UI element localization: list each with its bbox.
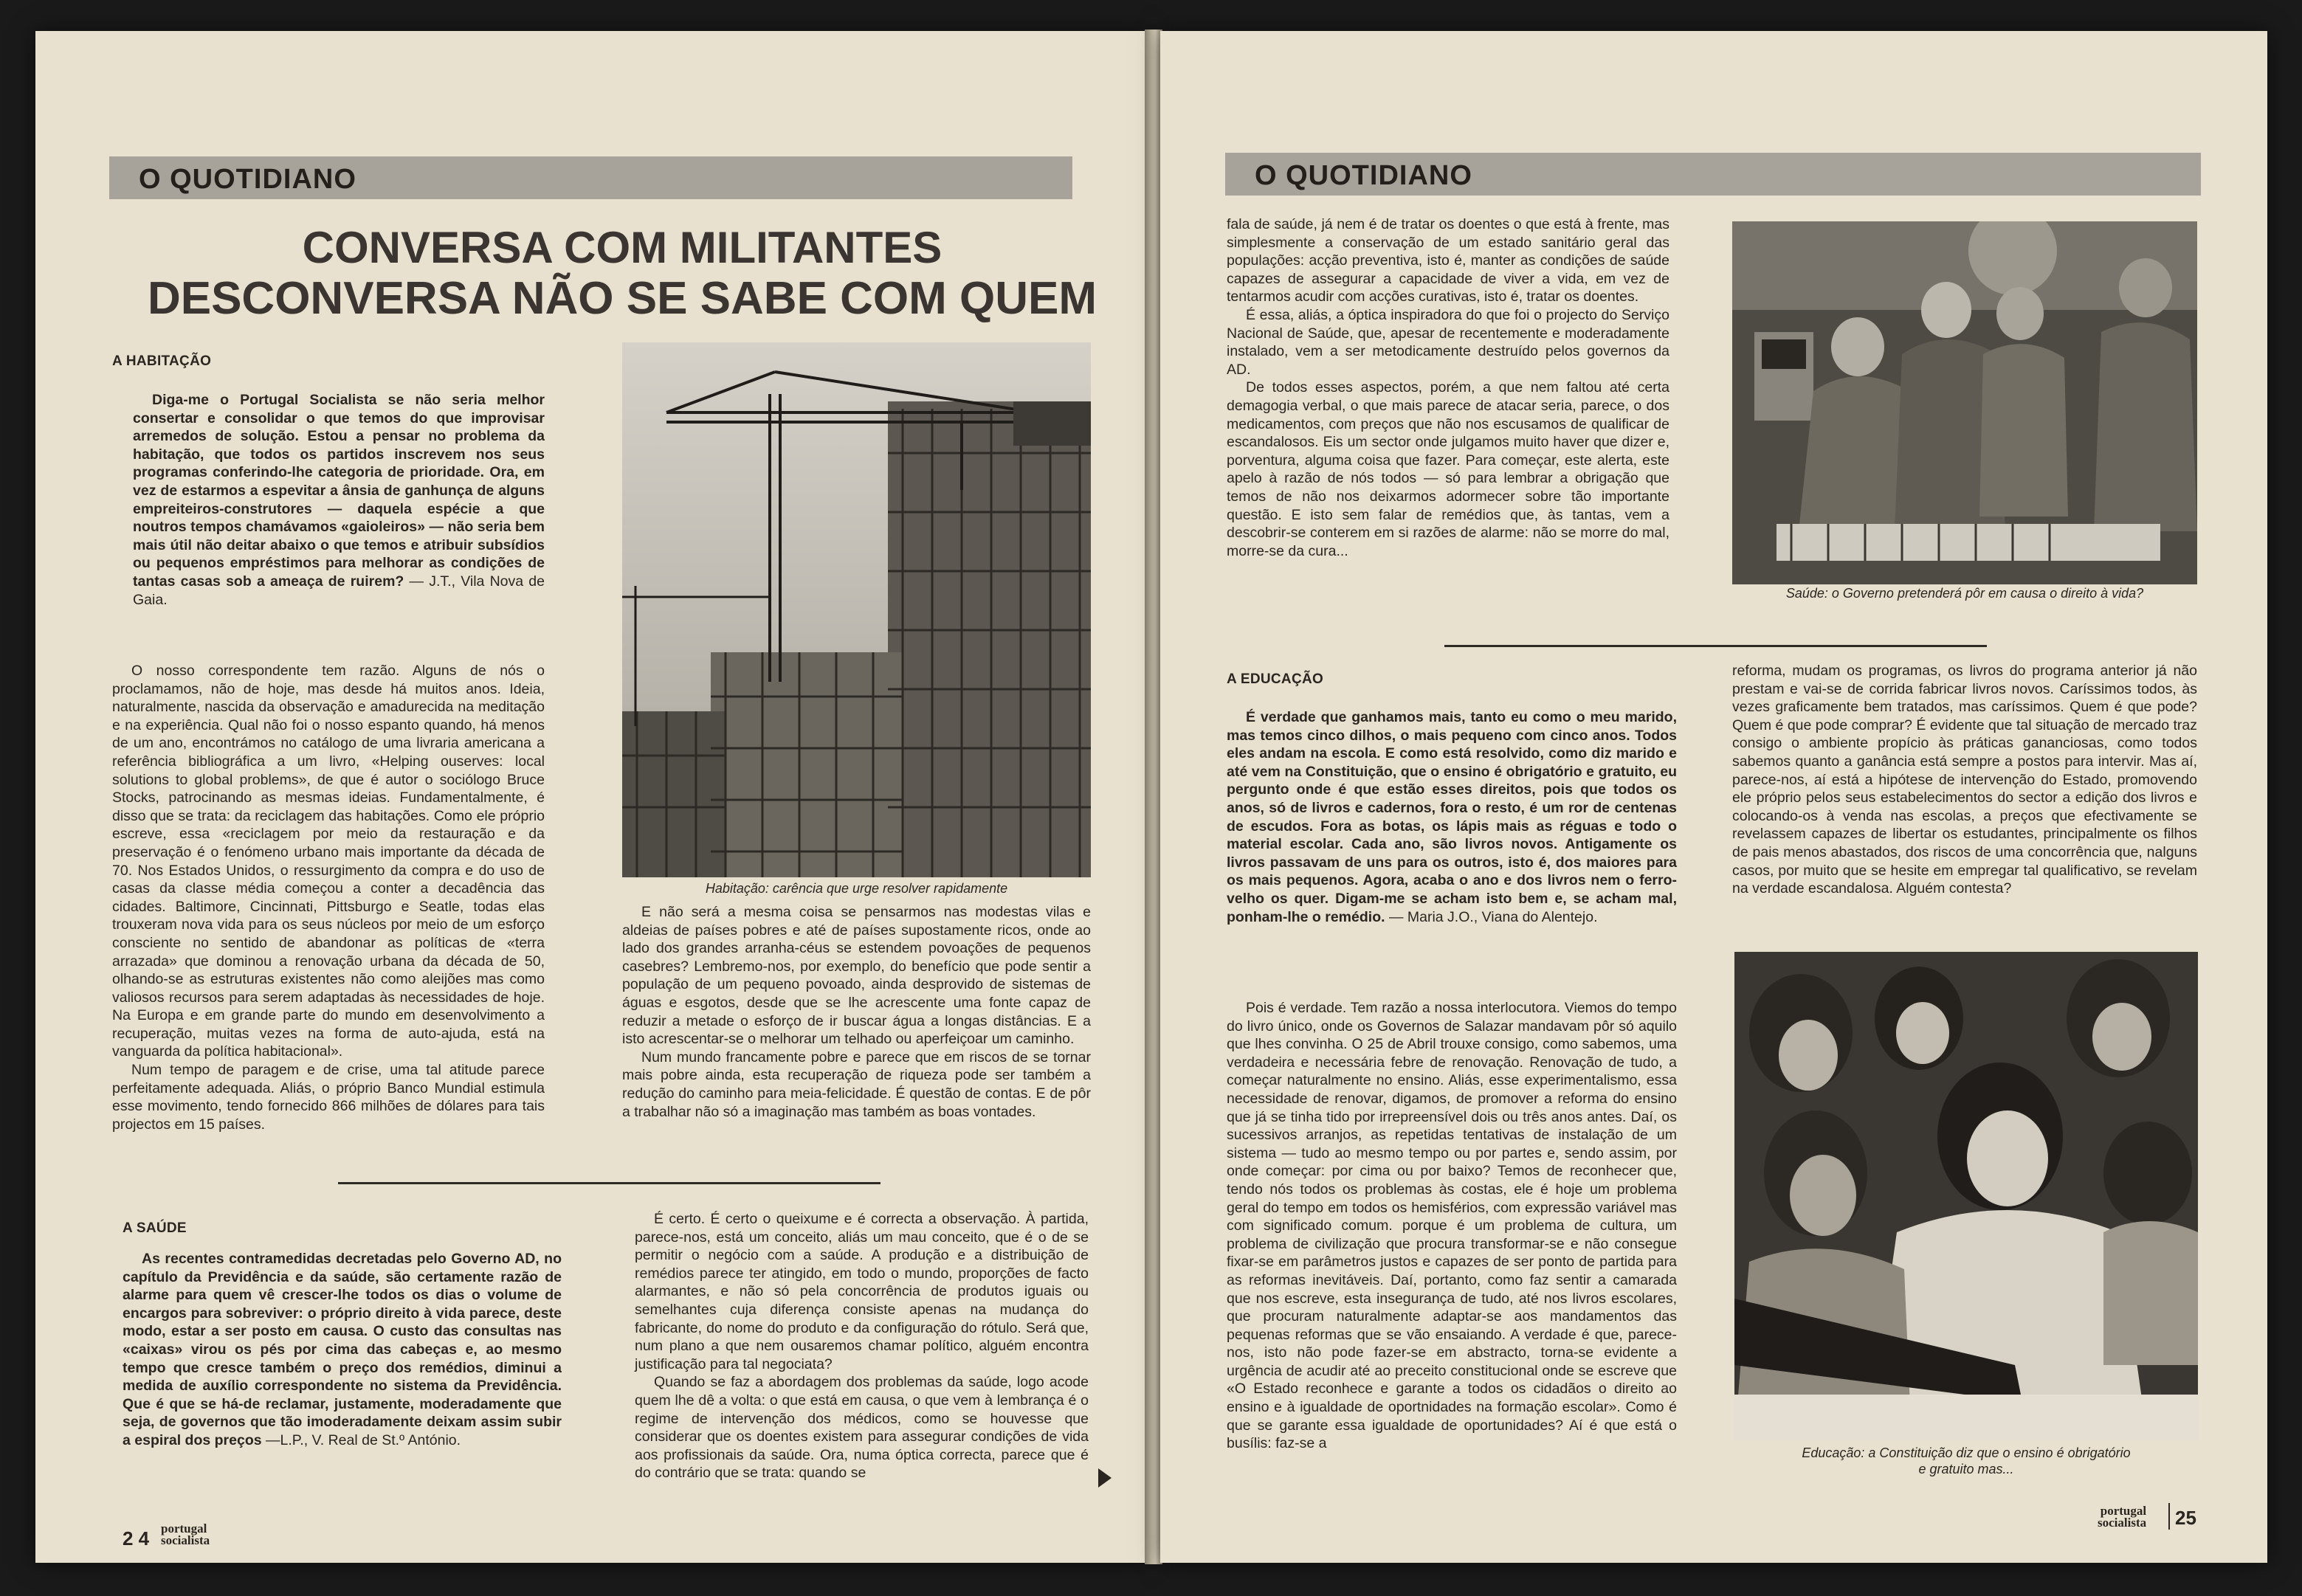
classroom-photo	[1734, 952, 2198, 1440]
caption-line1: Educação: a Constituição diz que o ensino é obrigatório	[1802, 1445, 2131, 1460]
paragraph: É essa, aliás, a óptica inspiradora do que foi o projecto do Serviço Nacional de Saúde, que, apesar de recentemente e moderadamente instalado, vem a ser metodicamente destruído pelos governos da AD.	[1227, 306, 1669, 378]
headline-line1: CONVERSA COM MILITANTES	[302, 223, 942, 272]
section-heading-educacao: A EDUCAÇÃO	[1227, 671, 1324, 687]
section-band-label: O QUOTIDIANO	[139, 164, 356, 195]
folio-divider	[2168, 1503, 2170, 1530]
educacao-letter	[1227, 708, 1677, 926]
paragraph: De todos esses aspectos, porém, a que nem faltou até certa demagogia verbal, o que mais parece de atacar seria, parece, o dos medicamentos, com preços que não nos escusamos de qualificar de escandalosos. Eis um sector onde julgamos muito haver que dizer e, porventura, alguma coisa que fazer. Para começar, este alerta, este apelo à razão de nós todos — só para lembrar a obrigação que temos de não nos deixarmos adormecer sobre tão importante questão. E isto sem falar de remédios que, às tantas, vem a descobrir-se conterem em si razões de alarme: não se morre do mal, morre-se da cura...	[1227, 379, 1669, 559]
paragraph: reforma, mudam os programas, os livros do programa anterior já não prestam e vai-se de corrida fabricar livros novos. Caríssimos todos, às vezes graficamente bem tratados, mas caríssimos. Quem é que pode? Quem é que pode comprar? É evidente que tal situação de mercado traz consigo o ambiente propício às práticas gananciosas, como todos sabemos quanto a ganância está sempre a postos para intervir. Mas aí, parece-nos, aí está a hipótese de intervenção do Estado, promovendo ele próprio pelos seus estabelecimentos do sector a edição dos livros e colocando-os à venda nas escolas, a preços que efectivamente se revelassem capazes de libertar os estudantes, principalmente os filhos de pais menos abastados, dos riscos de uma concorrência que, nalguns casos, por muito que se hesite em empregar tal qualificativo, se revelam na verdade escandalosa. Alguém contesta?	[1732, 663, 2197, 897]
section-heading-saude: A SAÚDE	[123, 1220, 187, 1236]
caption-line2: e gratuito mas...	[1918, 1462, 2014, 1476]
section-divider	[1444, 645, 1987, 647]
section-band-left	[109, 156, 1072, 199]
educacao-reply-col2	[1732, 662, 2197, 898]
classroom-illustration	[1734, 952, 2198, 1440]
educacao-reply-col1	[1227, 999, 1677, 1453]
educacao-letter-signature: — Maria J.O., Viana do Alentejo.	[1388, 908, 1598, 925]
construction-illustration	[622, 342, 1091, 877]
construction-photo-caption: Habitação: carência que urge resolver rapidamente	[705, 881, 1008, 896]
paragraph: O nosso correspondente tem razão. Alguns de nós o proclamamos, não de hoje, mas desde há muitos anos. Ideia, naturalmente, nascida da observação e amadurecida na meditação e na experiência. Qual não foi o nosso espanto quando, há menos de um ano, encontrámos no catálogo de uma livraria americana a referência bibliográfica a um livro, «Helping ouserves: local solutions to global problems», de que é autor o sociólogo Bruce Stocks, patrocinando as mesmas ideias. Fundamentalmente, é disso que se trata: da reciclagem das habitações. Como ele próprio escreve, essa «reciclagem por meio da restauração e da preservação é o fenómeno urbano mais importante da década de 70. Nos Estados Unidos, o ressurgimento da compra e do uso de casas da classe média começou a conter a decadência das cidades. Baltimore, Cincinnati, Pittsburgo e Seatle, todas elas trouxeram nova vida para os seus núcleos por meio de um esforço consciente no sentido de abandonar as políticas de «terra arrazada» que dominou a renovação urbana da década de 50, olhando-se as estruturas existentes não como aleijões mas como valiosos recursos para serem adaptadas às necessidades de hoje. Na Europa e em grande parte do mundo em desenvolvimento a recuperação, muitas vezes na forma de auto-ajuda, está na vanguarda da política habitacional».	[112, 663, 545, 1060]
saude-reply-col2	[635, 1210, 1089, 1482]
paragraph: Num tempo de paragem e de crise, uma tal atitude parece perfeitamente adequada. Aliás, o próprio Banco Mundial estimula esse movimento, tendo fornecido 866 milhões de dólares para tais projectos em 15 países.	[112, 1062, 545, 1133]
saude-letter-text: As recentes contramedidas decretadas pelo Governo AD, no capítulo da Previdência e da saúde, são certamente razão de alarme para quem vê crescer-lhe todos os dias o volume de encargos para sobreviver: o próprio direito à vida parece, deste modo, estar a ser posto em causa. O custo das consultas nas «caixas» virou os pés por cima das cabeças e, ao mesmo tempo que cresce também o preço dos remédios, diminui a medida de auxílio correspondente no sistema da Previdência. Que é que se há-de reclamar, justamente, moderadamente que seja, de governos que tão imoderadamente deixam assim subir a espiral dos preços	[123, 1251, 562, 1448]
construction-photo	[622, 342, 1091, 877]
magazine-logo-right	[2098, 1505, 2146, 1529]
paragraph: fala de saúde, já nem é de tratar os doentes o que está à frente, mas simplesmente a conservação de um estado sanitário geral das populações: acção preventiva, isto é, manter as condições de saúde capazes de assegurar a capacidade de viver a vida, em vez de tentarmos acudir com acções curativas, isto é, tratar os doentes.	[1227, 216, 1669, 305]
continued-arrow-icon	[1098, 1468, 1112, 1488]
habitacao-reply-col1	[112, 662, 545, 1133]
magazine-logo-left	[161, 1523, 210, 1547]
classroom-photo-caption	[1734, 1445, 2198, 1477]
habitacao-letter	[133, 391, 545, 609]
saude-letter	[123, 1250, 562, 1450]
surgery-photo	[1732, 221, 2197, 584]
habitacao-letter-text: Diga-me o Portugal Socialista se não seria melhor consertar e consolidar o que temos do que improvisar arremedos de solução. Estou a pensar no problema da habitação, que todos os partidos inscrevem nos seus programas conferindo-lhe categoria de prioridade. Ora, em vez de estarmos a espevitar a ânsia de ganhunça de alguns empreiteiros-construtores — daquela espécie a que noutros tempos chamávamos «gaioleiros» — não seria bem mais útil não deitar abaixo o que temos e atribuir subsídios ou pequenos empréstimos para melhorar as condições de tantas casas sob a ameaça de ruirem?	[133, 392, 545, 590]
logo-line2: socialista	[161, 1533, 210, 1547]
habitacao-letter-signature: — J.T., Vila Nova de Gaia.	[133, 573, 545, 608]
section-band-label: O QUOTIDIANO	[1255, 160, 1472, 191]
right-page	[1160, 31, 2267, 1563]
section-divider	[338, 1182, 881, 1184]
surgery-illustration	[1732, 221, 2197, 584]
saude-letter-signature: —L.P., V. Real de St.º António.	[266, 1431, 461, 1448]
logo-line2: socialista	[2098, 1516, 2147, 1530]
paragraph: E não será a mesma coisa se pensarmos nas modestas vilas e aldeias de países pobres e até de países supostamente ricos, onde ao lado dos grandes arranha-céus se estendem povoações de pequenos casebres? Lembremo-nos, por exemplo, do benefício que pode sentir a população de um pequeno povoado, ainda desprovido de sistemas de águas e esgotos, desde que se lhe acrescente uma fonte capaz de reduzir a metade o esforço de ir buscar água a longas distâncias. E a isto acrescentar-se o melhorar um telhado ou aperfeiçoar um caminho.	[622, 904, 1091, 1048]
logo-line1: portugal	[2100, 1504, 2147, 1518]
left-page	[35, 31, 1146, 1563]
headline-line2: DESCONVERSA NÃO SE SABE COM QUEM	[147, 273, 1097, 324]
section-heading-habitacao: A HABITAÇÃO	[112, 353, 212, 369]
educacao-letter-text: É verdade que ganhamos mais, tanto eu como o meu marido, mas temos cinco dilhos, o mais pequeno com cinco anos. Todos eles andam na escola. E como está resolvido, como diz marido e até vem na Constituição, que o ensino é obrigatório e gratuito, eu pergunto onde é que estão esses direitos, pois que todos os anos, só de livros e cadernos, fora o resto, é um ror de centenas de escudos. Fora as botas, os lápis mais as réguas e todo o material escolar. Cada ano, são livros novos. Antigamente os livros passavam de uns para os outros, isto é, dos maiores para os mais pequenos. Agora, acaba o ano e dos livros nem o ferro-velho os quer. Digam-me se acham isto bem e, se acham mal, ponham-lhe o remédio.	[1227, 709, 1677, 925]
logo-line1: portugal	[161, 1521, 207, 1535]
paragraph: Pois é verdade. Tem razão a nossa interlocutora. Viemos do tempo do livro único, onde os Governos de Salazar mandavam pôr só aquilo que lhes convinha. O 25 de Abril trouxe consigo, como sabemos, uma verdadeira e necessária febre de renovação. Renovação de tudo, a começar naturalmente no ensino. Aliás, esse experimentalismo, essa necessidade de renovar, digamos, de promover a reforma do ensino que já se tinha tido por irrepreensível dois ou três anos antes. Daí, os sucessivos arranjos, as repetidas tentativas de instalação de um sistema — tudo ao mesmo tempo ou por partes e, sendo assim, por onde começar: por cima ou por baixo? Temos de reconhecer que, tendo nós todos os problemas às costas, ele é hoje um problema geral do tempo em todos os hemisférios, com expressão variável mas com significado comum. porque é um problema de cultura, um problema de civilização que procura transformar-se e não consegue fixar-se em parâmetros justos e capazes de ser ponto de partida para as reformas inevitáveis. Daí, portanto, como faz sentir a camarada que nos escreve, esta insegurança de tudo, até nos livros escolares, que procuram naturalmente adaptar-se aos mandamentos das pequenas reformas que se vão ensaiando. A verdade é que, parece-nos, isto não pode fazer-se em abstracto, torna-se evidente a urgência de acudir até ao preceito constitucional onde se escreve que «O Estado reconhece e garante a todos os cidadãos o direito ao ensino e à igualdade de oportnidades na formação escolar». Como é que se garante essa igualdade de oportunidades? Aí é que está o busílis: faz-se a	[1227, 1000, 1677, 1452]
section-band-right	[1225, 153, 2201, 196]
paragraph: É certo. É certo o queixume e é correcta a observação. À partida, parece-nos, está um conceito, aliás um mau conceito, que é o de se permitir o negócio com a saúde. A produção e a distribuição de remédios parece ter atingido, em todo o mundo, proporções de facto alarmantes, e não só pela concorrência de produtos iguais ou semelhantes cuja diferença consiste apenas na mudança do fabricante, do nome do produto e da configuração do rótulo. Será que, num plano a que nem ousaremos chamar político, alguém encontra justificação para tal negociata?	[635, 1211, 1089, 1372]
paragraph: Num mundo francamente pobre e parece que em riscos de se tornar mais pobre ainda, esta recuperação de riqueza pode ser também a redução do caminho para meia-felicidade. É questão de contas. E de pôr a trabalhar não só a imaginação mas também as boas vontades.	[622, 1049, 1091, 1120]
page-number-right: 25	[2175, 1507, 2196, 1529]
page-number-left: 2 4	[123, 1527, 150, 1550]
habitacao-reply-col2	[622, 903, 1091, 1121]
paragraph: Quando se faz a abordagem dos problemas da saúde, logo acode quem lhe dê a volta: o que está em causa, o que vem à lembrança é o regime de intervenção dos médicos, como se houvesse que considerar que os doentes existem para assegurar condições de vida aos profissionais da saúde. Ora, numa óptica correcta, parece que é do contrário que se trata: quando se	[635, 1374, 1089, 1482]
surgery-photo-caption: Saúde: o Governo pretenderá pôr em causa o direito à vida?	[1785, 586, 2144, 601]
saude-continuation	[1227, 215, 1669, 560]
